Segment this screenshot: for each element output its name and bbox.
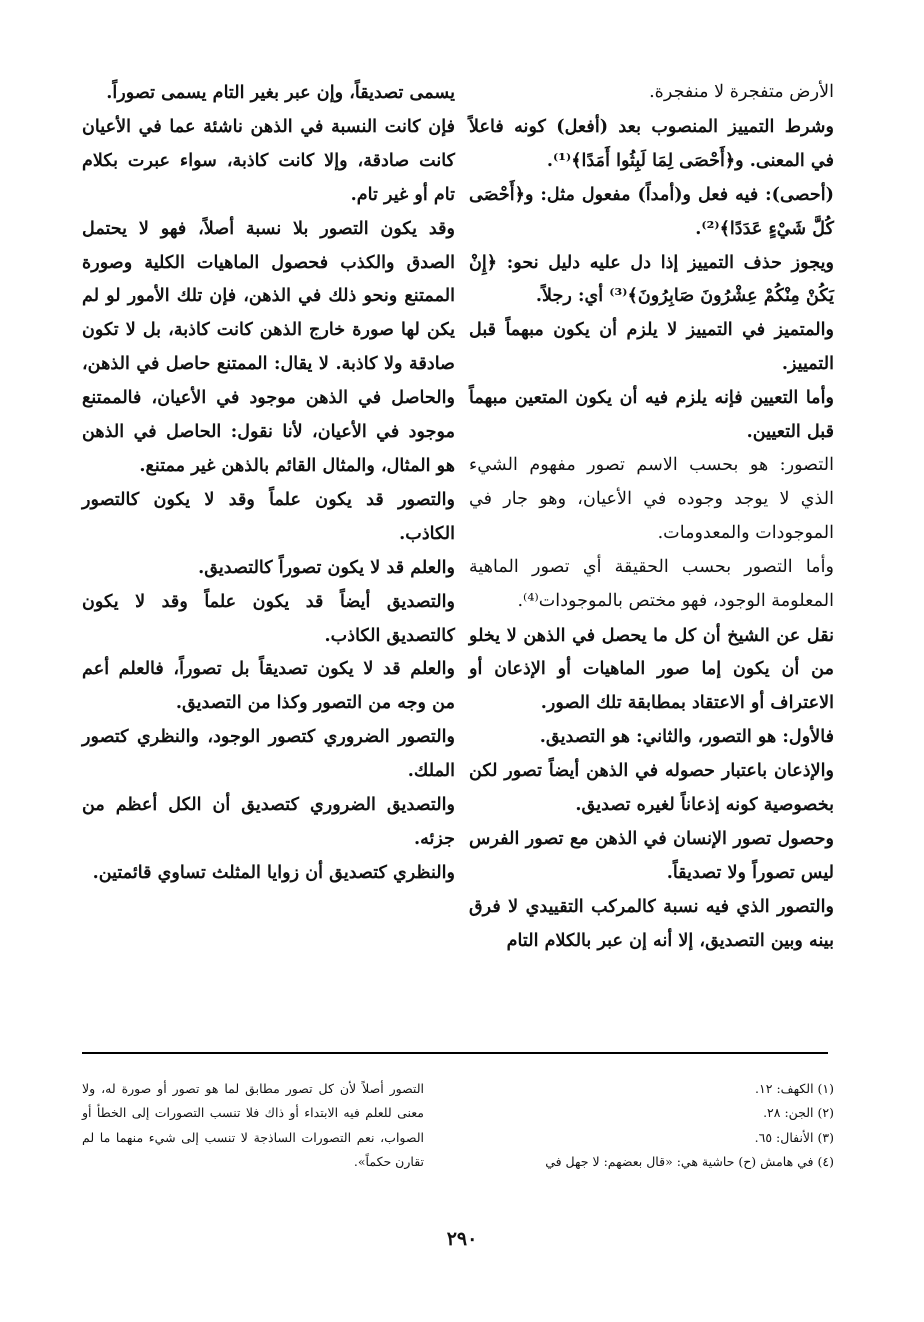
footnote-separator (82, 1052, 828, 1054)
footnotes-right (482, 1077, 834, 1174)
paragraph: والتصور الضروري كتصور الوجود، والنظري كتصور الملك. (82, 726, 455, 782)
paragraph: والمتميز في التمييز لا يلزم أن يكون مبهماً قبل التمييز. (469, 319, 834, 375)
paragraph: وشرط التمييز المنصوب بعد (أفعل) كونه فاعلاً في المعنى. و﴿أَحْصَى لِمَا لَبِثُوا أَمَدًا﴾⁽¹⁾. (469, 115, 834, 171)
paragraph: الأرض متفجرة لا منفجرة. (649, 82, 834, 102)
paragraph: والتصديق أيضاً قد يكون علماً وقد لا يكون كالتصديق الكاذب. (82, 590, 455, 646)
left-column (82, 76, 455, 890)
footnote: (٣) الأنفال: ٦٥. (754, 1129, 834, 1145)
paragraph: والإذعان باعتبار حصوله في الذهن أيضاً تصور لكن بخصوصية كونه إذعاناً لغيره تصديق. (469, 760, 834, 816)
paragraph: والتصور الذي فيه نسبة كالمركب التقييدي لا فرق بينه وبين التصديق، إلا أنه إن عبر بالكلام التام (469, 895, 834, 951)
paragraph: نقل عن الشيخ أن كل ما يحصل في الذهن لا يخلو من أن يكون إما صور الماهيات أو الإذعان أو الاعتراف أو الاعتقاد بمطابقة تلك الصور. (469, 624, 834, 714)
paragraph: وقد يكون التصور بلا نسبة أصلاً، فهو لا يحتمل الصدق والكذب فحصول الماهيات الكلية وصورة الممتنع ونحو ذلك في الذهن، فإن تلك الأمور لو لم يكن لها صورة خارج الذهن كانت كاذبة، بل لا تكون صادقة ولا كاذبة. لا يقال: الممتنع حاصل في الذهن، والحاصل في الذهن موجود في الأعيان، فالممتنع موجود في الأعيان، لأنا نقول: الحاصل في الذهن هو المثال، والمثال القائم بالذهن غير ممتنع. (82, 217, 455, 476)
paragraph: وأما التعيين فإنه يلزم فيه أن يكون المتعين مبهماً قبل التعيين. (469, 387, 834, 443)
footnote: (٢) الجن: ٢٨. (763, 1105, 834, 1121)
footnote-continuation: التصور أصلاً لأن كل تصور مطابق لما هو تصور أو صورة له، ولا معنى للعلم فيه الابتداء أو ذاك فلا تنسب التصورات إلى الخطأ أو الصواب، نعم التصورات الساذجة لا تنسب إلى شيء منهما ما لم تقارن حكماً». (82, 1081, 424, 1169)
paragraph: التصور: هو بحسب الاسم تصور مفهوم الشيء الذي لا يوجد وجوده في الأعيان، وهو جار في الموجودات والمعدومات. (469, 454, 834, 543)
page-number: ٢٩٠ (446, 1228, 478, 1250)
paragraph: والعلم قد لا يكون تصديقاً بل تصوراً، فالعلم أعم من وجه من التصور وكذا من التصديق. (82, 658, 455, 714)
paragraph: والتصور قد يكون علماً وقد لا يكون كالتصور الكاذب. (82, 488, 455, 544)
paragraph: فإن كانت النسبة في الذهن ناشئة عما في الأعيان كانت صادقة، وإلا كانت كاذبة، سواء عبرت بكلام تام أو غير تام. (82, 115, 455, 205)
paragraph: (أحصى): فيه فعل و(أمداً) مفعول مثل: و﴿أَحْصَى كُلَّ شَيْءٍ عَدَدًا﴾⁽²⁾. (469, 183, 834, 239)
paragraph: والعلم قد لا يكون تصوراً كالتصديق. (198, 556, 455, 578)
paragraph: فالأول: هو التصور، والثاني: هو التصديق. (539, 726, 834, 748)
footnote: (٤) في هامش (ح) حاشية هي: «قال بعضهم: لا جهل في (545, 1153, 834, 1169)
footnote: (١) الكهف: ١٢. (755, 1081, 834, 1096)
paragraph: ويجوز حذف التمييز إذا دل عليه دليل نحو: ﴿إِنْ يَكُنْ مِنْكُمْ عِشْرُونَ صَابِرُونَ﴾⁽³⁾ أي: رجلاً. (469, 251, 834, 307)
paragraph: يسمى تصديقاً، وإن عبر بغير التام يسمى تصوراً. (106, 82, 455, 103)
paragraph: والنظري كتصديق أن زوايا المثلث تساوي قائمتين. (92, 861, 455, 883)
paragraph: والتصديق الضروري كتصديق أن الكل أعظم من جزئه. (82, 794, 455, 849)
paragraph: وأما التصور بحسب الحقيقة أي تصور الماهية المعلومة الوجود، فهو مختص بالموجودات⁽⁴⁾. (469, 556, 834, 611)
footnotes-left (82, 1077, 424, 1174)
paragraph: وحصول تصور الإنسان في الذهن مع تصور الفرس ليس تصوراً ولا تصديقاً. (469, 827, 834, 883)
right-column (469, 76, 834, 958)
